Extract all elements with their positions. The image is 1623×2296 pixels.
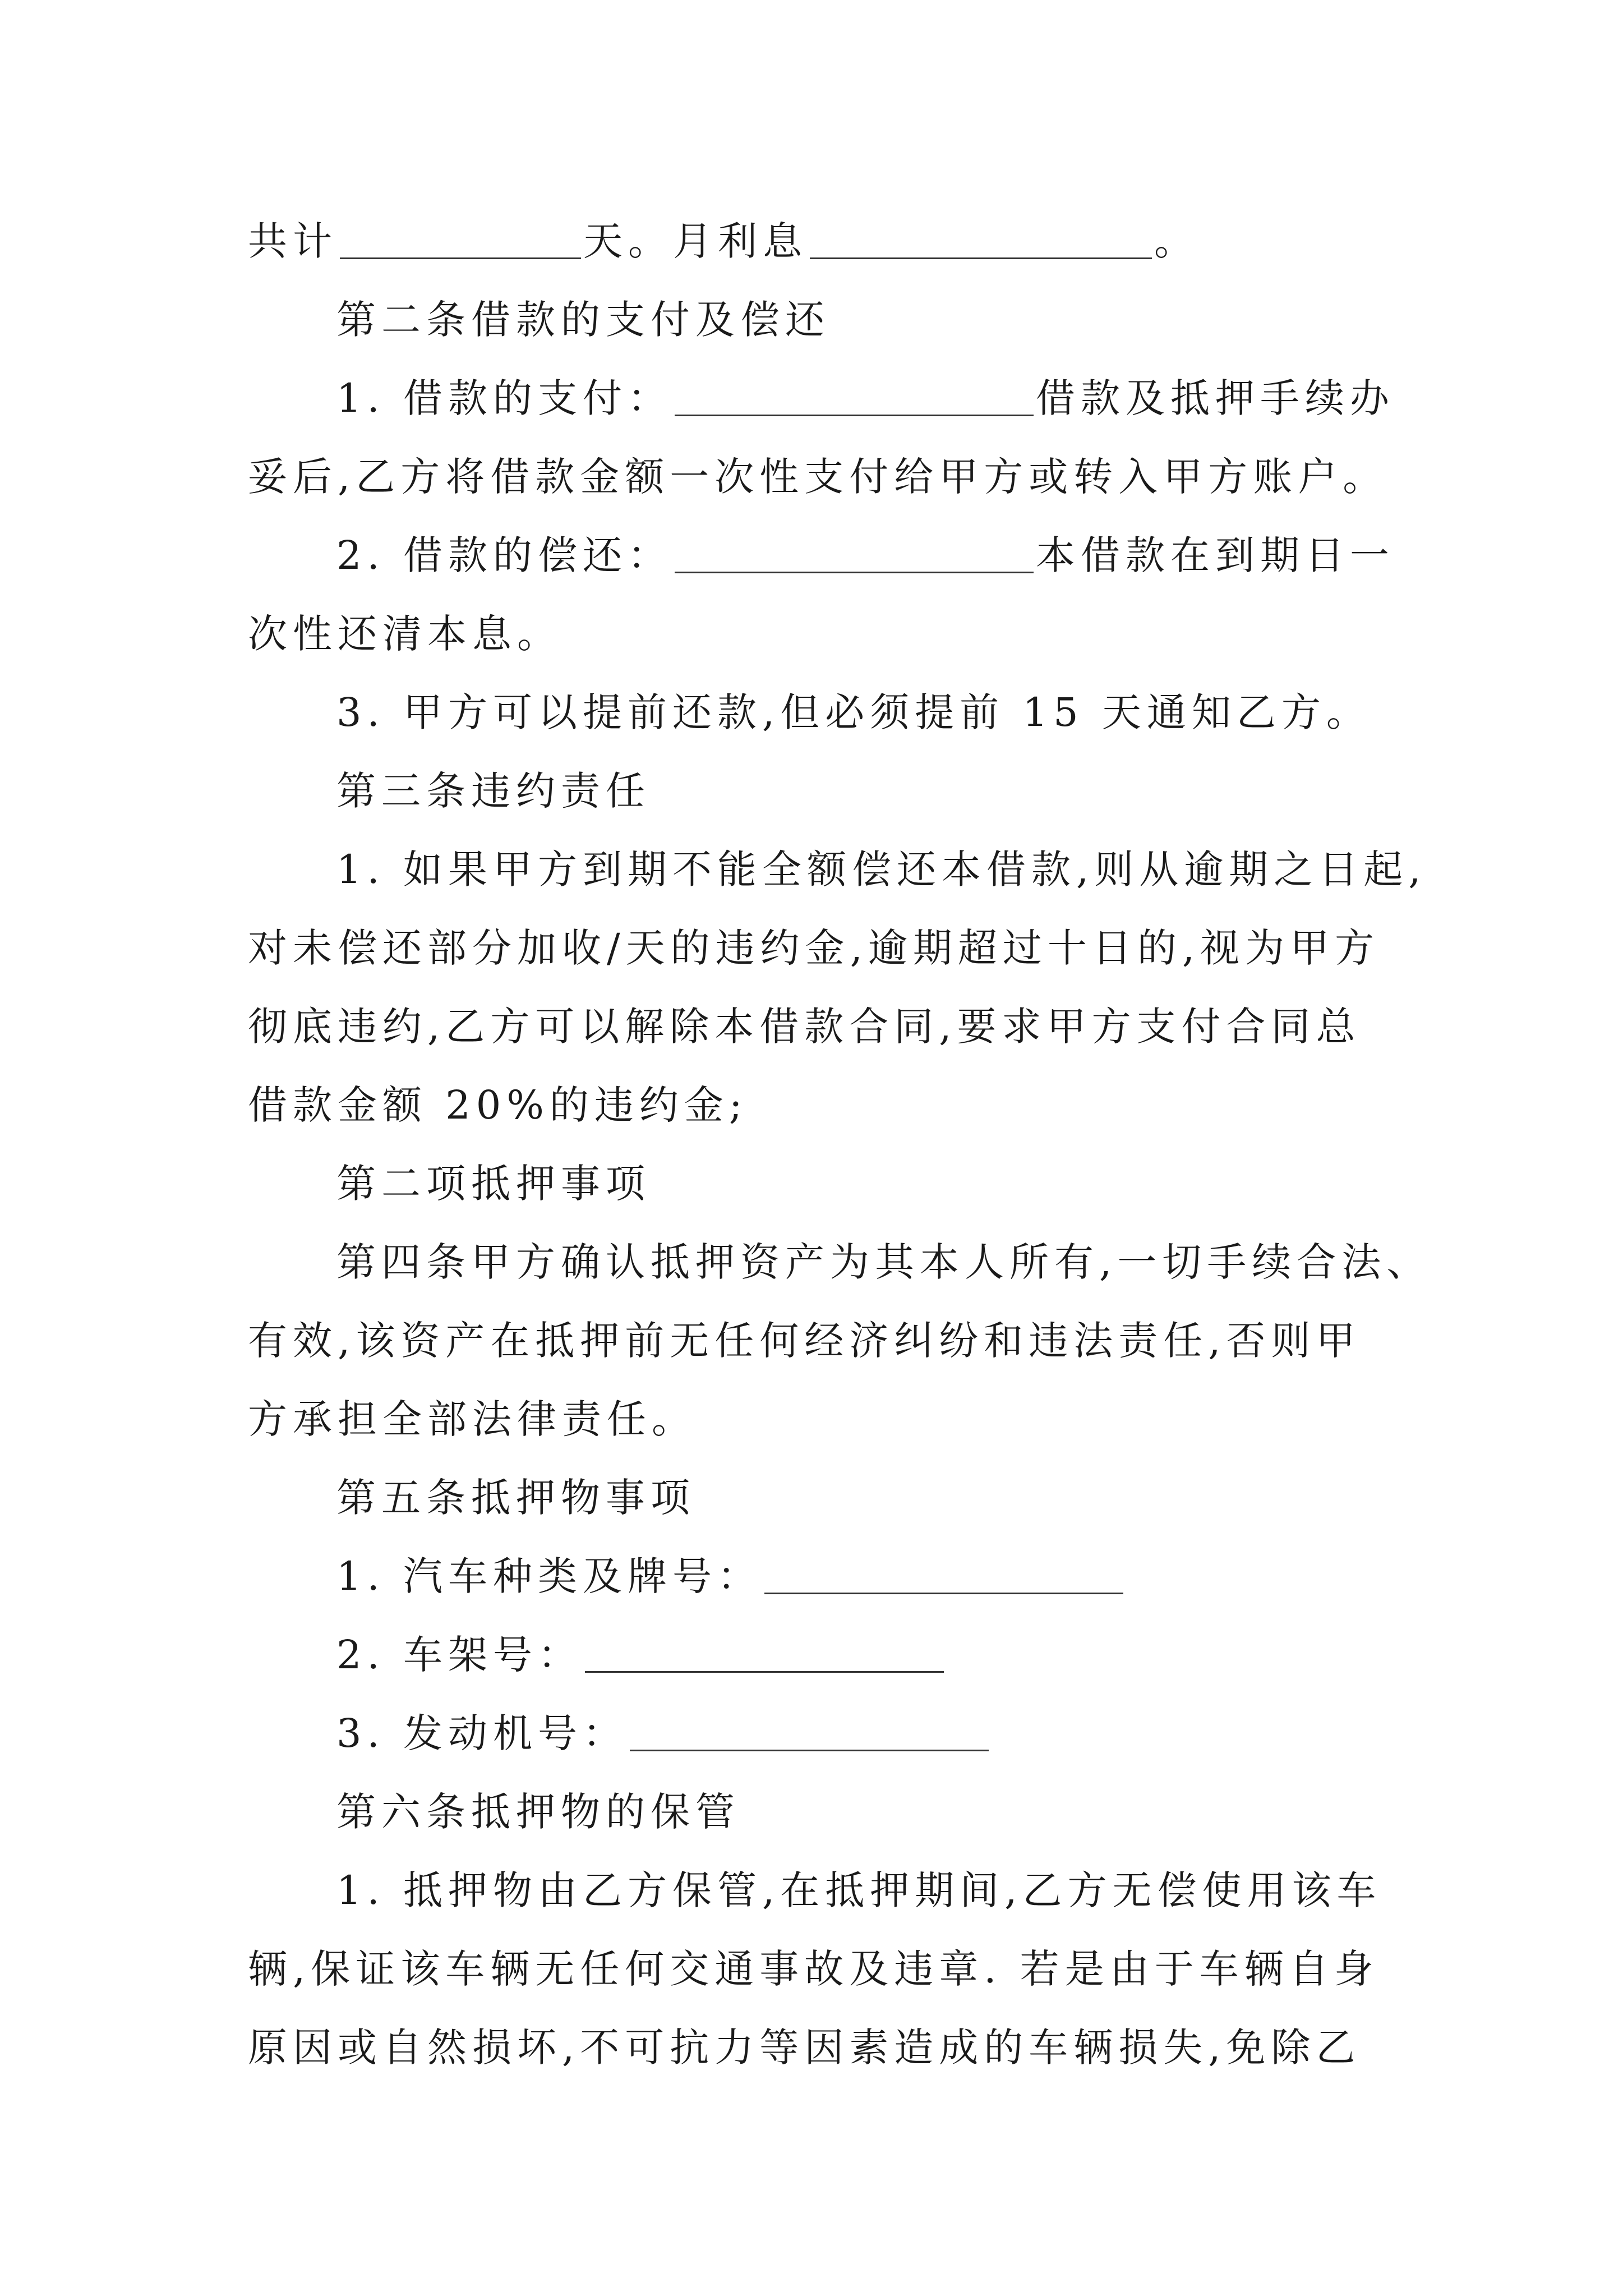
fill-blank-engine-number[interactable]	[630, 1710, 989, 1751]
paragraph-line: 1. 如果甲方到期不能全额偿还本借款,则从逾期之日起,	[336, 846, 1427, 892]
text-line-car-type	[336, 1548, 1126, 1604]
section-heading: 第三条违约责任	[336, 768, 651, 814]
section-heading: 第六条抵押物的保管	[336, 1789, 740, 1835]
section-heading: 第五条抵押物事项	[336, 1475, 695, 1521]
text-line-repayment	[336, 527, 1395, 583]
text-segment: 天。月利息	[583, 218, 808, 264]
fill-blank-days[interactable]	[340, 218, 581, 259]
paragraph-line: 方承担全部法律责任。	[248, 1396, 697, 1442]
paragraph-line: 辆,保证该车辆无任何交通事故及违章. 若是由于车辆自身	[248, 1946, 1379, 1992]
text-segment: 共计	[248, 218, 338, 264]
paragraph-line: 彻底违约,乙方可以解除本借款合同,要求甲方支付合同总	[248, 1004, 1361, 1050]
text-segment: 1. 汽车种类及牌号：	[336, 1553, 763, 1599]
section-heading: 第二项抵押事项	[336, 1161, 651, 1207]
text-segment: 2. 借款的偿还：	[336, 532, 673, 578]
paragraph-line: 原因或自然损坏,不可抗力等因素造成的车辆损失,免除乙	[248, 2024, 1361, 2070]
section-heading: 第二条借款的支付及偿还	[336, 297, 830, 343]
fill-blank-repayment[interactable]	[675, 532, 1034, 573]
paragraph-line: 第四条甲方确认抵押资产为其本人所有,一切手续合法、	[336, 1239, 1432, 1285]
paragraph-line: 有效,该资产在抵押前无任何经济纠纷和违法责任,否则甲	[248, 1318, 1361, 1364]
text-segment: 1. 借款的支付：	[336, 375, 673, 421]
text-line-engine-number	[336, 1705, 991, 1761]
text-line-payment	[336, 370, 1395, 426]
paragraph-line: 妥后,乙方将借款金额一次性支付给甲方或转入甲方账户。	[248, 454, 1388, 500]
paragraph-line: 1. 抵押物由乙方保管,在抵押期间,乙方无偿使用该车	[336, 1867, 1382, 1913]
paragraph-line: 3. 甲方可以提前还款,但必须提前 15 天通知乙方。	[336, 689, 1371, 735]
fill-blank-monthly-interest[interactable]	[810, 218, 1152, 259]
paragraph-line: 次性还清本息。	[248, 611, 562, 657]
fill-blank-car-type-plate[interactable]	[764, 1553, 1123, 1594]
text-segment: 2. 车架号：	[336, 1632, 583, 1678]
text-segment: 本借款在到期日一	[1036, 532, 1395, 578]
fill-blank-payment[interactable]	[675, 375, 1034, 416]
text-line-frame-number	[336, 1627, 946, 1683]
text-line-total-days	[248, 213, 1199, 269]
text-segment: 借款及抵押手续办	[1036, 375, 1395, 421]
paragraph-line: 借款金额 20%的违约金;	[248, 1082, 748, 1128]
fill-blank-frame-number[interactable]	[585, 1632, 944, 1673]
text-segment: 。	[1154, 218, 1199, 264]
text-segment: 3. 发动机号：	[336, 1710, 628, 1756]
paragraph-line: 对未偿还部分加收/天的违约金,逾期超过十日的,视为甲方	[248, 925, 1380, 971]
